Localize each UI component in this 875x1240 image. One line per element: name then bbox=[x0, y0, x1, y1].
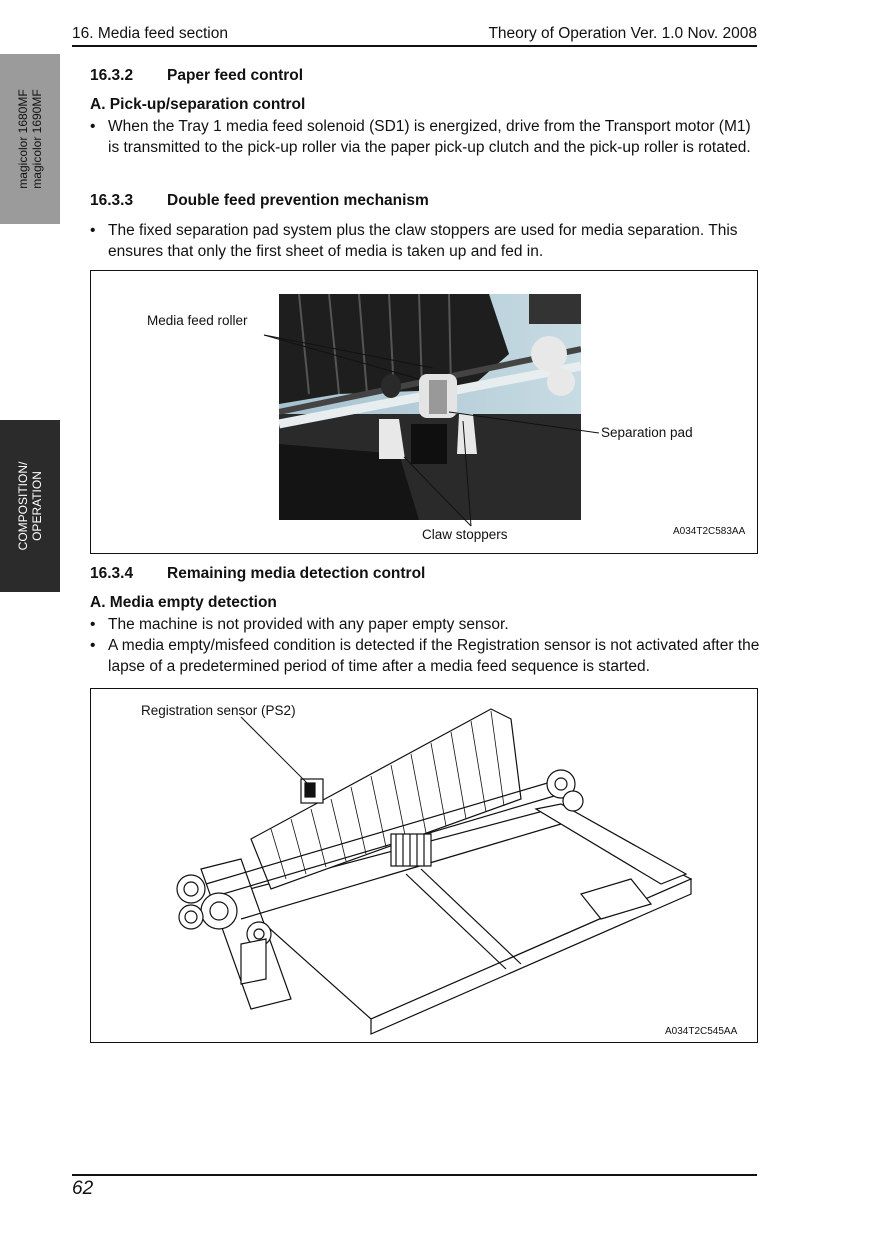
header-section: 16. Media feed section bbox=[72, 25, 228, 42]
side-tab-model-line2: magicolor 1690MF bbox=[30, 89, 44, 189]
section-title: Double feed prevention mechanism bbox=[167, 192, 429, 209]
side-tab-section-line2: OPERATION bbox=[30, 471, 44, 541]
label-registration-sensor: Registration sensor (PS2) bbox=[141, 703, 296, 718]
bullet-text: When the Tray 1 media feed solenoid (SD1) is energized, drive from the Transport motor (M1) is transmitted to the pick-up roller via the paper pick-up clutch and the pick-up roller is rotated. bbox=[108, 118, 751, 156]
bullet-text: The machine is not provided with any paper empty sensor. bbox=[108, 616, 509, 633]
label-claw-stoppers: Claw stoppers bbox=[422, 527, 508, 542]
section-title: Paper feed control bbox=[167, 67, 304, 84]
bullet-item bbox=[90, 635, 762, 677]
bullet-marker: • bbox=[90, 616, 96, 633]
side-tab-model bbox=[0, 54, 60, 224]
leader-line-claw bbox=[404, 457, 471, 526]
leader-line-sensor bbox=[241, 717, 309, 785]
bullet-marker: • bbox=[90, 637, 96, 654]
bullet-text: The fixed separation pad system plus the claw stoppers are used for media separation. This ensures that only the first sheet of media is taken up and fed in. bbox=[108, 222, 738, 260]
subheading-media-empty: A. Media empty detection bbox=[90, 594, 277, 611]
page-number: 62 bbox=[72, 1178, 94, 1199]
side-tab-section-line1: COMPOSITION/ bbox=[16, 461, 30, 551]
section-number: 16.3.4 bbox=[90, 565, 134, 582]
section-heading-remaining-media bbox=[90, 565, 425, 583]
leader-line-roller bbox=[264, 335, 433, 368]
bullet-marker: • bbox=[90, 222, 96, 239]
subheading-pickup: A. Pick-up/separation control bbox=[90, 96, 306, 113]
section-number: 16.3.3 bbox=[90, 192, 134, 209]
figure-separation-mechanism bbox=[90, 270, 758, 554]
side-tab-section bbox=[0, 420, 60, 592]
section-title: Remaining media detection control bbox=[167, 565, 426, 582]
footer-rule bbox=[72, 1174, 757, 1176]
section-heading-paper-feed bbox=[90, 67, 303, 85]
bullet-marker: • bbox=[90, 118, 96, 135]
drawing-paper-feed-unit bbox=[91, 689, 759, 1044]
bullet-item bbox=[90, 220, 762, 262]
header-rule bbox=[72, 45, 757, 47]
leader-line-claw bbox=[463, 421, 471, 526]
header-doc-title: Theory of Operation Ver. 1.0 Nov. 2008 bbox=[488, 25, 757, 42]
bullet-item bbox=[90, 116, 762, 158]
label-media-feed-roller: Media feed roller bbox=[147, 313, 248, 328]
leader-line-pad bbox=[449, 412, 599, 433]
bullet-text: A media empty/misfeed condition is detected if the Registration sensor is not activated after the lapse of a predetermined period of time after a media feed sequence is started. bbox=[108, 637, 760, 675]
figure-code: A034T2C583AA bbox=[673, 526, 746, 537]
figure-registration-sensor bbox=[90, 688, 758, 1043]
section-heading-double-feed bbox=[90, 192, 429, 210]
label-separation-pad: Separation pad bbox=[601, 425, 693, 440]
bullet-item bbox=[90, 614, 762, 635]
figure-code: A034T2C545AA bbox=[665, 1026, 738, 1037]
leader-line-roller bbox=[264, 335, 419, 379]
section-number: 16.3.2 bbox=[90, 67, 134, 84]
side-tab-model-line1: magicolor 1680MF bbox=[16, 89, 30, 189]
